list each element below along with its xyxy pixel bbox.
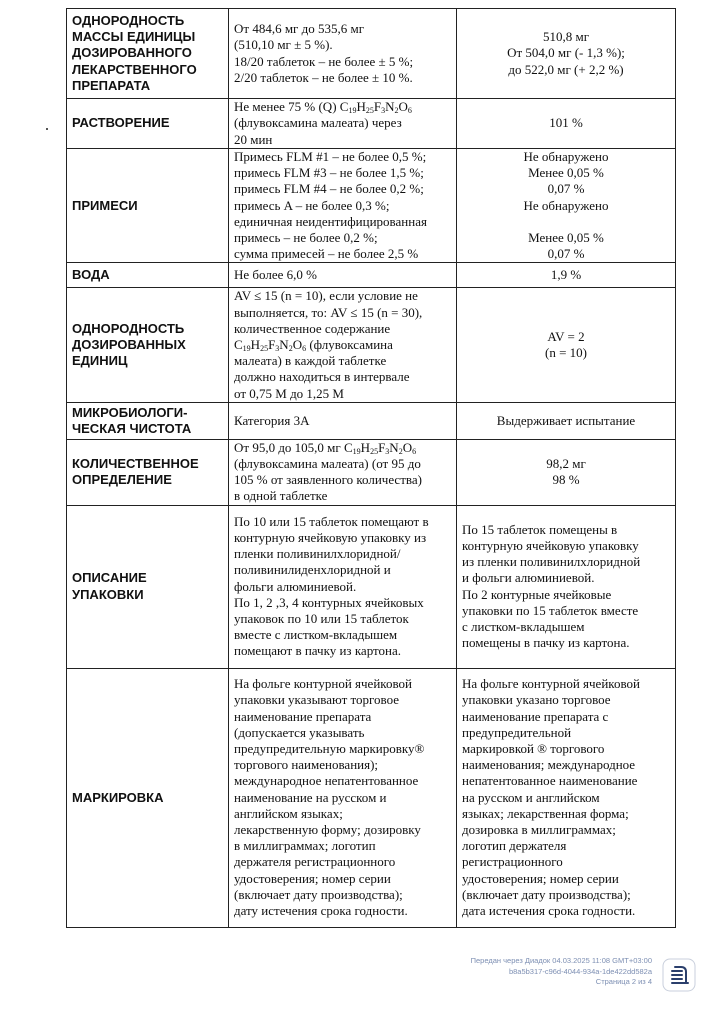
cell-line: в одной таблетке [234, 488, 328, 504]
cell-line: из пленки поливинилхлоридной [462, 554, 641, 570]
cell-line: По 2 контурные ячейковые [462, 586, 612, 602]
diadoc-logo-icon [662, 958, 696, 992]
cell-line: 2/20 таблеток – не более ± 10 %. [234, 69, 413, 85]
footer-page-number: Страница 2 из 4 [595, 977, 652, 986]
cell-line: (включает дату производства); [462, 886, 631, 902]
parameter-cell [67, 402, 229, 439]
result-cell [457, 505, 676, 668]
result-cell [457, 99, 676, 149]
cell-line: предупредительную маркировку® [234, 740, 425, 756]
table-row [67, 99, 676, 149]
cell-line: примесь A – не более 0,3 %; [234, 197, 390, 213]
cell-line: международное непатентованное [234, 773, 419, 789]
cell-line: МАРКИРОВКА [72, 789, 164, 805]
cell-line: РАСТВОРЕНИЕ [72, 115, 170, 131]
cell-line: 105 % от заявленного количества) [234, 472, 422, 488]
requirement-cell [229, 439, 457, 505]
cell-line: По 10 или 15 таблеток помещают в [234, 513, 429, 529]
parameter-cell [67, 99, 229, 149]
cell-line: Менее 0,05 % [528, 230, 604, 246]
cell-line: 20 мин [234, 131, 273, 147]
cell-line: (флувоксамина малеата) (от 95 до [234, 456, 421, 472]
cell-line: ОПИСАНИЕ [72, 570, 147, 586]
result-cell [457, 149, 676, 263]
cell-line: от 0,75 M до 1,25 M [234, 385, 344, 401]
cell-line [462, 214, 670, 230]
scan-dot [46, 128, 48, 130]
cell-line: должно находиться в интервале [234, 369, 410, 385]
cell-line: регистрационного [462, 854, 563, 870]
cell-line: лекарственную форму; дозировку [234, 821, 421, 837]
cell-line: По 15 таблеток помещены в [462, 521, 618, 537]
cell-line: примесь FLM #4 – не более 0,2 %; [234, 181, 424, 197]
cell-line: дату истечения срока годности. [234, 902, 408, 918]
cell-line: помещают в пачку из картона. [234, 643, 402, 659]
cell-line: ОДНОРОДНОСТЬ [72, 12, 185, 28]
requirement-cell [229, 402, 457, 439]
requirement-cell [229, 263, 457, 288]
requirement-cell [229, 9, 457, 99]
cell-line: AV ≤ 15 (n = 10), если условие не [234, 288, 418, 304]
cell-line: поливинилиденхлоридной и [234, 562, 391, 578]
result-cell [457, 288, 676, 402]
cell-line: ВОДА [72, 267, 110, 283]
cell-line: наименование препарата [234, 708, 372, 724]
cell-line: (n = 10) [545, 345, 587, 361]
requirement-cell [229, 149, 457, 263]
cell-line: ЕДИНИЦ [72, 353, 128, 369]
cell-line: ДОЗИРОВАННОГО [72, 45, 192, 61]
cell-line: 0,07 % [547, 246, 585, 262]
cell-line: непатентованное наименование [462, 773, 638, 789]
result-cell [457, 263, 676, 288]
cell-line: упаковки указывают торговое [234, 692, 400, 708]
cell-line: От 484,6 мг до 535,6 мг [234, 21, 365, 37]
footer-transfer-line: Передан через Диадок 04.03.2025 11:08 GMT+03:00 [470, 956, 652, 965]
cell-line: КОЛИЧЕСТВЕННОЕ [72, 456, 199, 472]
requirement-cell [229, 668, 457, 927]
cell-line: ПРИМЕСИ [72, 197, 138, 213]
table-row [67, 668, 676, 927]
cell-line: логотип держателя [462, 838, 567, 854]
table-row [67, 9, 676, 99]
cell-line: в миллиграммах; логотип [234, 838, 376, 854]
cell-line: сумма примесей – не более 2,5 % [234, 246, 419, 262]
cell-line: (флувоксамина малеата) через [234, 115, 402, 131]
cell-line: ЧЕСКАЯ ЧИСТОТА [72, 420, 192, 436]
table-row [67, 439, 676, 505]
cell-line: количественное содержание [234, 320, 391, 336]
cell-line: удостоверения; номер серии [462, 870, 619, 886]
cell-line: (включает дату производства); [234, 886, 403, 902]
cell-line: От 504,0 мг (- 1,3 %); [507, 45, 625, 61]
parameter-cell [67, 668, 229, 927]
cell-line: маркировкой ® торгового [462, 740, 605, 756]
parameter-cell [67, 439, 229, 505]
cell-line: пленки поливинилхлоридной/ [234, 546, 401, 562]
cell-line: с листком-вкладышем [462, 619, 585, 635]
diadoc-footer [420, 956, 652, 988]
table-row [67, 263, 676, 288]
cell-line: единичная неидентифицированная [234, 213, 427, 229]
cell-line: предупредительной [462, 724, 572, 740]
cell-line: наименование препарата с [462, 708, 609, 724]
cell-line: 0,07 % [547, 181, 585, 197]
cell-line: упаковки по 15 таблеток вместе [462, 602, 639, 618]
parameter-cell [67, 9, 229, 99]
cell-line: (допускается указывать [234, 724, 365, 740]
cell-line: (510,10 мг ± 5 %). [234, 37, 333, 53]
cell-line: контурную ячейковую упаковку из [234, 529, 427, 545]
parameter-cell [67, 263, 229, 288]
cell-line: упаковок по 10 или 15 таблеток [234, 610, 409, 626]
cell-line: МИКРОБИОЛОГИ- [72, 404, 188, 420]
specification-table [66, 8, 676, 928]
cell-line: Категория 3А [234, 412, 310, 428]
cell-line: $C_{19}H_{25}F_3N_2O_6$ (флувоксамина [234, 337, 393, 354]
cell-line: фольги алюминиевой. [234, 578, 357, 594]
cell-line: МАССЫ ЕДИНИЦЫ [72, 29, 196, 45]
cell-line: дата истечения срока годности. [462, 902, 636, 918]
cell-line: Не обнаружено [523, 149, 609, 164]
cell-line: выполняется, то: AV ≤ 15 (n = 30), [234, 304, 423, 320]
cell-line: английском языках; [234, 805, 343, 821]
cell-line: Примесь FLM #1 – не более 0,5 %; [234, 149, 427, 164]
cell-line: ОДНОРОДНОСТЬ [72, 320, 185, 336]
cell-line: наименование на русском и [234, 789, 387, 805]
cell-line: На фольге контурной ячейковой [234, 676, 412, 692]
parameter-cell [67, 505, 229, 668]
result-cell [457, 439, 676, 505]
result-cell [457, 9, 676, 99]
cell-line: 101 % [549, 115, 583, 131]
cell-line: ДОЗИРОВАННЫХ [72, 337, 186, 353]
cell-line: ПРЕПАРАТА [72, 77, 151, 93]
cell-line: дозировка в миллиграммах; [462, 821, 616, 837]
cell-line: УПАКОВКИ [72, 586, 144, 602]
cell-line: 98,2 мг [546, 456, 586, 472]
cell-line: примесь – не более 0,2 %; [234, 230, 378, 246]
cell-line: до 522,0 мг (+ 2,2 %) [508, 61, 624, 77]
parameter-cell [67, 149, 229, 263]
cell-line: Не менее 75 % (Q) $C_{19}H_{25}F_3N_2O_6$ [234, 99, 412, 116]
parameter-cell [67, 288, 229, 402]
cell-line: на русском и английском [462, 789, 600, 805]
footer-document-id: b8a5b317-c96d-4044-934a-1de422dd582a [508, 966, 652, 976]
cell-line: помещены в пачку из картона. [462, 635, 630, 651]
cell-line: примесь FLM #3 – не более 1,5 %; [234, 165, 424, 181]
cell-line: малеата) в каждой таблетке [234, 353, 387, 369]
requirement-cell [229, 505, 457, 668]
table-row [67, 402, 676, 439]
cell-line: торгового наименования); [234, 757, 379, 773]
result-cell [457, 668, 676, 927]
cell-line: 18/20 таблеток – не более ± 5 %; [234, 53, 414, 69]
table-row [67, 288, 676, 402]
requirement-cell [229, 99, 457, 149]
cell-line: 98 % [552, 472, 580, 488]
requirement-cell [229, 288, 457, 402]
cell-line: По 1, 2 ,3, 4 контурных ячейковых [234, 594, 424, 610]
cell-line: AV = 2 [547, 328, 585, 344]
cell-line: Менее 0,05 % [528, 165, 604, 181]
cell-line: От 95,0 до 105,0 мг $C_{19}H_{25}F_3N_2O_6$ [234, 439, 417, 456]
cell-line: упаковки указано торговое [462, 692, 611, 708]
cell-line: вместе с листком-вкладышем [234, 627, 398, 643]
cell-line: языках; лекарственная форма; [462, 805, 629, 821]
cell-line: На фольге контурной ячейковой [462, 676, 640, 692]
cell-line: и фольги алюминиевой. [462, 570, 595, 586]
cell-line: Выдерживает испытание [496, 412, 636, 428]
cell-line: Не более 6,0 % [234, 267, 317, 283]
cell-line: Не обнаружено [523, 197, 609, 213]
cell-line: удостоверения; номер серии [234, 870, 391, 886]
cell-line: 1,9 % [550, 267, 582, 283]
table-row [67, 149, 676, 263]
cell-line: держателя регистрационного [234, 854, 396, 870]
cell-line: контурную ячейковую упаковку [462, 538, 639, 554]
table-row [67, 505, 676, 668]
cell-line: 510,8 мг [542, 29, 590, 45]
result-cell [457, 402, 676, 439]
cell-line: наименования; международное [462, 757, 636, 773]
cell-line: ЛЕКАРСТВЕННОГО [72, 61, 197, 77]
cell-line: ОПРЕДЕЛЕНИЕ [72, 472, 172, 488]
